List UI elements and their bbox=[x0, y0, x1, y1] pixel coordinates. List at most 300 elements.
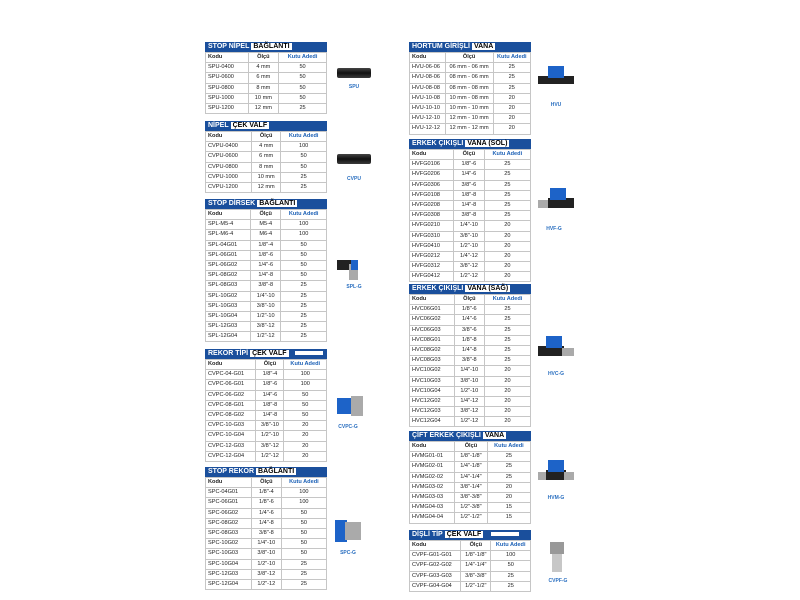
column-header: Ölçü bbox=[248, 53, 279, 63]
table-row bbox=[206, 569, 327, 579]
table-cell: CVPC-06-G02 bbox=[206, 390, 256, 400]
table-cell: 50 bbox=[279, 83, 327, 93]
table-cell: 50 bbox=[279, 73, 327, 83]
table-cell: SPL-06G02 bbox=[206, 260, 251, 270]
table-cell: SPL-04G01 bbox=[206, 240, 251, 250]
table-cell: 4 mm bbox=[248, 63, 279, 73]
table-cell: SPU-1000 bbox=[206, 93, 249, 103]
table-cell: 3/8"-6 bbox=[454, 325, 484, 335]
table-cell: HVFG0410 bbox=[410, 241, 454, 251]
table-row bbox=[206, 142, 327, 152]
section-cvpu bbox=[205, 121, 327, 193]
table-row bbox=[410, 221, 531, 231]
table-row bbox=[410, 83, 531, 93]
table-cell: 15 bbox=[487, 503, 530, 513]
table-cell: 3/8"-8 bbox=[251, 281, 281, 291]
table-cell: 3/8"-1/4" bbox=[454, 482, 487, 492]
table-cell: 20 bbox=[284, 441, 327, 451]
table-cell: 100 bbox=[491, 551, 531, 561]
table-cell: 20 bbox=[487, 492, 530, 502]
table-cell: 10 mm - 08 mm bbox=[445, 93, 493, 103]
table-cell: 3/8"-10 bbox=[454, 376, 484, 386]
column-header: Kodu bbox=[206, 360, 256, 370]
table-cell: 3/8"-10 bbox=[251, 549, 281, 559]
table-cell: 1/2"-1/2" bbox=[461, 581, 491, 591]
table-cell: 25 bbox=[281, 332, 327, 342]
table-cell: 1/2"-12 bbox=[454, 417, 484, 427]
table-cell: 3/8"-10 bbox=[454, 231, 485, 241]
table-cell: 100 bbox=[281, 220, 327, 230]
table-row bbox=[206, 240, 327, 250]
table-header-row bbox=[206, 53, 327, 63]
table-row bbox=[206, 400, 327, 410]
column-header: Kutu Adedi bbox=[484, 150, 530, 160]
table-cell: 1/4"-6 bbox=[251, 508, 281, 518]
table-cell: HVC10G02 bbox=[410, 366, 455, 376]
table-cell: SPC-10G02 bbox=[206, 539, 252, 549]
table-cell: HVC06G03 bbox=[410, 325, 455, 335]
table-cell: 25 bbox=[484, 190, 530, 200]
table-row bbox=[206, 152, 327, 162]
table-cell: HVFG0206 bbox=[410, 170, 454, 180]
table-cell: 20 bbox=[484, 231, 530, 241]
table-row bbox=[206, 220, 327, 230]
caption-hvcg: HVC-G bbox=[547, 371, 565, 377]
section-header: STOP NİPEL BAĞLANTI bbox=[205, 42, 327, 52]
table-cell: CVPU-0600 bbox=[206, 152, 252, 162]
table-row bbox=[410, 366, 531, 376]
column-header: Kutu Adedi bbox=[281, 478, 326, 488]
table-cell: 1/8"-8 bbox=[256, 400, 284, 410]
table-cell: 25 bbox=[491, 571, 531, 581]
section-header: REKOR TİPİ ÇEK VALF bbox=[205, 349, 327, 359]
table-cell: 15 bbox=[487, 513, 530, 523]
table-cell: HVU-10-10 bbox=[410, 103, 446, 113]
section-header: ERKEK ÇIKIŞLI VANA (SAĞ) bbox=[409, 284, 531, 294]
table-cell: 1/4"-1/4" bbox=[454, 472, 487, 482]
column-header: Ölçü bbox=[454, 295, 484, 305]
section-spu bbox=[205, 42, 327, 114]
table-cell: SPL-M6-4 bbox=[206, 230, 251, 240]
section-header: DİŞLİ TİP ÇEK VALF bbox=[409, 530, 531, 540]
table-cell: 25 bbox=[281, 281, 327, 291]
table-cell: 3/8"-3/8" bbox=[461, 571, 491, 581]
table-cell: SPC-04G01 bbox=[206, 488, 252, 498]
table-cell: 1/2"-12 bbox=[454, 272, 485, 282]
table-cell: CVPU-0800 bbox=[206, 162, 252, 172]
table-cell: 12 mm - 12 mm bbox=[445, 124, 493, 134]
table-cell: 1/2"-10 bbox=[251, 559, 281, 569]
table-cell: SPL-08G03 bbox=[206, 281, 251, 291]
table-cell: 50 bbox=[281, 162, 327, 172]
table-cell: 25 bbox=[485, 356, 531, 366]
table-cell: 4 mm bbox=[252, 142, 281, 152]
table-cell: 20 bbox=[284, 421, 327, 431]
table-cell: 25 bbox=[281, 172, 327, 182]
table-row bbox=[206, 162, 327, 172]
table-row bbox=[206, 73, 327, 83]
table-cell: 1/8"-4 bbox=[256, 370, 284, 380]
table-cell: 25 bbox=[281, 182, 327, 192]
table-cell: SPC-10G04 bbox=[206, 559, 252, 569]
table-cell: 1/4"-1/4" bbox=[461, 561, 491, 571]
table-row bbox=[206, 579, 327, 589]
table-cell: 3/8"-3/8" bbox=[454, 492, 487, 502]
table-cell: 50 bbox=[284, 400, 327, 410]
table-row bbox=[206, 311, 327, 321]
column-header: Kodu bbox=[410, 150, 454, 160]
table-cell: 06 mm - 06 mm bbox=[445, 63, 493, 73]
table-row bbox=[206, 380, 327, 390]
caption-hvfg: HVF-G bbox=[546, 226, 562, 232]
table-cell: 08 mm - 08 mm bbox=[445, 83, 493, 93]
table-cell: 3/8"-8 bbox=[454, 356, 484, 366]
table-row bbox=[410, 503, 531, 513]
table-cell: HVFG0210 bbox=[410, 221, 454, 231]
table-row bbox=[410, 452, 531, 462]
table-cell: HVMG04-04 bbox=[410, 513, 455, 523]
table-cell: CVPC-08-G02 bbox=[206, 410, 256, 420]
table-cell: SPL-12G03 bbox=[206, 322, 251, 332]
table-cell: 25 bbox=[281, 311, 327, 321]
table-cell: CVPU-0400 bbox=[206, 142, 252, 152]
product-table bbox=[409, 294, 531, 427]
table-cell: 100 bbox=[281, 498, 326, 508]
table-cell: 3/8"-12 bbox=[454, 262, 485, 272]
table-row bbox=[410, 376, 531, 386]
table-cell: 1/4"-1/8" bbox=[454, 462, 487, 472]
table-cell: 1/4"-8 bbox=[454, 345, 484, 355]
table-cell: 100 bbox=[284, 380, 327, 390]
table-cell: 1/8"-1/8" bbox=[461, 551, 491, 561]
table-row bbox=[410, 571, 531, 581]
table-cell: 50 bbox=[281, 250, 327, 260]
caption-spl: SPL-G bbox=[346, 284, 362, 290]
table-cell: 20 bbox=[484, 262, 530, 272]
table-cell: 1/4"-12 bbox=[454, 396, 484, 406]
caption-spu: SPU bbox=[348, 84, 360, 90]
table-cell: 25 bbox=[484, 200, 530, 210]
table-cell: 3/8"-12 bbox=[454, 407, 484, 417]
table-cell: 25 bbox=[487, 472, 530, 482]
caption-spc: SPC-G bbox=[340, 550, 356, 556]
table-cell: 25 bbox=[487, 462, 530, 472]
section-header: HORTUM GİRİŞLİ VANA bbox=[409, 42, 531, 52]
table-cell: 3/8"-12 bbox=[256, 441, 284, 451]
table-cell: 1/8"-8 bbox=[454, 190, 485, 200]
table-cell: HVC08G03 bbox=[410, 356, 455, 366]
table-cell: 25 bbox=[484, 180, 530, 190]
table-cell: 1/4"-8 bbox=[256, 410, 284, 420]
fitting-diagram-icon bbox=[491, 532, 519, 536]
product-table bbox=[205, 52, 327, 114]
table-cell: SPC-06G01 bbox=[206, 498, 252, 508]
table-cell: 3/8"-12 bbox=[251, 569, 281, 579]
product-table bbox=[205, 477, 327, 590]
table-cell: 1/2"-10 bbox=[454, 386, 484, 396]
table-cell: HVU-08-06 bbox=[410, 73, 446, 83]
product-table bbox=[205, 209, 327, 342]
table-cell: 20 bbox=[284, 451, 327, 461]
table-cell: SPL-06G01 bbox=[206, 250, 251, 260]
table-cell: SPC-10G03 bbox=[206, 549, 252, 559]
column-header: Kutu Adedi bbox=[491, 541, 531, 551]
table-cell: 25 bbox=[281, 559, 326, 569]
table-cell: 20 bbox=[485, 386, 531, 396]
table-cell: 50 bbox=[281, 152, 327, 162]
table-cell: HVMG01-01 bbox=[410, 452, 455, 462]
table-header-row bbox=[410, 295, 531, 305]
column-header: Ölçü bbox=[256, 360, 284, 370]
table-cell: 20 bbox=[485, 407, 531, 417]
table-cell: CVPC-12-G03 bbox=[206, 441, 256, 451]
table-cell: 1/4"-10 bbox=[251, 291, 281, 301]
column-header: Kodu bbox=[410, 541, 461, 551]
caption-cvpc: CVPC-G bbox=[338, 424, 358, 430]
table-row bbox=[410, 103, 531, 113]
table-cell: 1/2"-12 bbox=[251, 332, 281, 342]
column-header: Ölçü bbox=[252, 132, 281, 142]
table-cell: 25 bbox=[493, 73, 530, 83]
table-row bbox=[410, 251, 531, 261]
table-cell: 6 mm bbox=[248, 73, 279, 83]
cvpf-fitting-photo bbox=[548, 542, 568, 579]
table-row bbox=[410, 241, 531, 251]
product-table bbox=[205, 359, 327, 462]
table-row bbox=[410, 581, 531, 591]
table-row bbox=[410, 93, 531, 103]
caption-cvpf: CVPF-G bbox=[548, 578, 568, 584]
table-cell: CVPF-G04-G04 bbox=[410, 581, 461, 591]
hvcg-valve-photo bbox=[538, 334, 574, 369]
table-cell: 12 mm bbox=[252, 182, 281, 192]
table-header-row bbox=[206, 478, 327, 488]
table-cell: M6-4 bbox=[251, 230, 281, 240]
table-cell: HVU-06-06 bbox=[410, 63, 446, 73]
table-cell: 1/4"-8 bbox=[251, 271, 281, 281]
table-cell: 3/8"-8 bbox=[251, 528, 281, 538]
table-cell: 12 mm bbox=[248, 103, 279, 113]
table-cell: 50 bbox=[281, 240, 327, 250]
table-row bbox=[206, 63, 327, 73]
table-cell: SPU-1200 bbox=[206, 103, 249, 113]
section-hvcg bbox=[409, 284, 531, 427]
table-cell: SPC-08G03 bbox=[206, 528, 252, 538]
section-header: NİPEL ÇEK VALF bbox=[205, 121, 327, 131]
table-row bbox=[410, 315, 531, 325]
table-cell: 10 mm - 10 mm bbox=[445, 103, 493, 113]
section-header: ÇİFT ERKEK ÇIKIŞLI VANA bbox=[409, 431, 531, 441]
table-cell: HVFG0312 bbox=[410, 262, 454, 272]
table-cell: 1/4"-6 bbox=[251, 260, 281, 270]
product-table bbox=[205, 131, 327, 193]
table-cell: HVC10G03 bbox=[410, 376, 455, 386]
table-cell: CVPC-10-G03 bbox=[206, 421, 256, 431]
table-cell: CVPF-G03-G03 bbox=[410, 571, 461, 581]
table-row bbox=[410, 513, 531, 523]
table-cell: HVC12G03 bbox=[410, 407, 455, 417]
table-cell: 100 bbox=[281, 488, 326, 498]
table-cell: HVFG0106 bbox=[410, 160, 454, 170]
table-cell: 1/2"-12 bbox=[256, 451, 284, 461]
table-header-row bbox=[206, 210, 327, 220]
table-cell: HVC12G02 bbox=[410, 396, 455, 406]
table-cell: HVMG03-02 bbox=[410, 482, 455, 492]
table-cell: SPC-06G02 bbox=[206, 508, 252, 518]
table-row bbox=[410, 325, 531, 335]
table-cell: 50 bbox=[491, 561, 531, 571]
table-row bbox=[410, 345, 531, 355]
table-cell: 50 bbox=[281, 508, 326, 518]
table-row bbox=[410, 561, 531, 571]
table-cell: HVFG0310 bbox=[410, 231, 454, 241]
table-cell: HVFG0212 bbox=[410, 251, 454, 261]
table-cell: 50 bbox=[279, 93, 327, 103]
table-cell: 100 bbox=[281, 142, 327, 152]
table-cell: 1/2"-10 bbox=[251, 311, 281, 321]
table-cell: 20 bbox=[484, 241, 530, 251]
table-cell: HVU-12-12 bbox=[410, 124, 446, 134]
table-cell: 25 bbox=[485, 335, 531, 345]
cvpu-fitting-photo bbox=[337, 154, 371, 164]
table-cell: HVC06G02 bbox=[410, 315, 455, 325]
table-cell: 1/2"-3/8" bbox=[454, 503, 487, 513]
table-cell: SPL-M5-4 bbox=[206, 220, 251, 230]
table-cell: 3/8"-10 bbox=[256, 421, 284, 431]
table-cell: HVFG0208 bbox=[410, 200, 454, 210]
table-cell: CVPU-1000 bbox=[206, 172, 252, 182]
column-header: Kutu Adedi bbox=[493, 53, 530, 63]
section-header: STOP DİRSEK BAĞLANTI bbox=[205, 199, 327, 209]
table-cell: 08 mm - 06 mm bbox=[445, 73, 493, 83]
table-cell: CVPC-06-G01 bbox=[206, 380, 256, 390]
table-cell: 25 bbox=[281, 322, 327, 332]
table-cell: 50 bbox=[281, 549, 326, 559]
table-cell: 10 mm bbox=[252, 172, 281, 182]
table-cell: 50 bbox=[281, 518, 326, 528]
fitting-diagram-icon bbox=[295, 351, 323, 355]
table-cell: 1/4"-6 bbox=[256, 390, 284, 400]
table-cell: 25 bbox=[281, 569, 326, 579]
table-cell: HVFG0306 bbox=[410, 180, 454, 190]
section-header: STOP REKOR BAĞLANTI bbox=[205, 467, 327, 477]
table-row bbox=[206, 291, 327, 301]
table-cell: 25 bbox=[493, 63, 530, 73]
table-cell: 25 bbox=[279, 103, 327, 113]
table-row bbox=[410, 386, 531, 396]
table-cell: SPU-0400 bbox=[206, 63, 249, 73]
column-header: Kutu Adedi bbox=[284, 360, 327, 370]
table-cell: 1/8"-6 bbox=[454, 305, 484, 315]
column-header: Ölçü bbox=[251, 478, 281, 488]
hvmg-valve-photo bbox=[538, 458, 574, 493]
table-cell: 25 bbox=[485, 345, 531, 355]
table-cell: HVC08G02 bbox=[410, 345, 455, 355]
table-row bbox=[410, 200, 531, 210]
table-cell: 1/8"-6 bbox=[251, 498, 281, 508]
column-header: Kodu bbox=[410, 295, 455, 305]
table-cell: 6 mm bbox=[252, 152, 281, 162]
table-cell: SPC-12G03 bbox=[206, 569, 252, 579]
table-cell: 50 bbox=[284, 390, 327, 400]
table-row bbox=[410, 396, 531, 406]
table-cell: 20 bbox=[484, 272, 530, 282]
hvfg-valve-photo bbox=[538, 186, 574, 221]
table-cell: SPL-08G02 bbox=[206, 271, 251, 281]
table-row bbox=[206, 518, 327, 528]
column-header: Kutu Adedi bbox=[485, 295, 531, 305]
table-cell: 20 bbox=[485, 396, 531, 406]
product-table bbox=[409, 149, 531, 282]
table-header-row bbox=[410, 442, 531, 452]
table-row bbox=[206, 322, 327, 332]
table-cell: 1/2"-1/2" bbox=[454, 513, 487, 523]
table-row bbox=[206, 182, 327, 192]
table-row bbox=[410, 472, 531, 482]
table-cell: CVPC-10-G04 bbox=[206, 431, 256, 441]
table-cell: HVMG02-01 bbox=[410, 462, 455, 472]
table-cell: 25 bbox=[493, 83, 530, 93]
table-row bbox=[206, 281, 327, 291]
table-row bbox=[410, 231, 531, 241]
table-header-row bbox=[206, 360, 327, 370]
column-header: Kodu bbox=[206, 132, 252, 142]
table-cell: 1/4"-6 bbox=[454, 170, 485, 180]
caption-hvu: HVU bbox=[550, 102, 562, 108]
table-cell: 20 bbox=[493, 93, 530, 103]
table-cell: HVFG0412 bbox=[410, 272, 454, 282]
table-cell: 100 bbox=[284, 370, 327, 380]
table-cell: 25 bbox=[281, 291, 327, 301]
section-hvfg bbox=[409, 139, 531, 282]
table-cell: 1/8"-6 bbox=[256, 380, 284, 390]
table-row bbox=[410, 305, 531, 315]
spu-fitting-photo bbox=[337, 68, 371, 78]
table-cell: 20 bbox=[493, 103, 530, 113]
table-cell: 25 bbox=[485, 305, 531, 315]
table-row bbox=[410, 160, 531, 170]
table-row bbox=[206, 441, 327, 451]
table-cell: 1/4"-10 bbox=[251, 539, 281, 549]
table-row bbox=[410, 492, 531, 502]
table-cell: 25 bbox=[484, 170, 530, 180]
table-cell: 1/4"-12 bbox=[454, 251, 485, 261]
table-cell: 1/2"-10 bbox=[454, 241, 485, 251]
table-cell: SPU-0600 bbox=[206, 73, 249, 83]
table-row bbox=[206, 528, 327, 538]
table-cell: 3/8"-8 bbox=[454, 211, 485, 221]
table-cell: 20 bbox=[487, 482, 530, 492]
table-row bbox=[410, 356, 531, 366]
table-cell: CVPF-G01-G01 bbox=[410, 551, 461, 561]
table-cell: 1/8"-6 bbox=[251, 250, 281, 260]
table-row bbox=[206, 390, 327, 400]
table-row bbox=[410, 124, 531, 134]
table-row bbox=[410, 211, 531, 221]
table-row bbox=[410, 63, 531, 73]
table-cell: 3/8"-10 bbox=[251, 301, 281, 311]
table-cell: SPL-10G03 bbox=[206, 301, 251, 311]
table-cell: CVPF-G02-G02 bbox=[410, 561, 461, 571]
column-header: Ölçü bbox=[454, 442, 487, 452]
table-row bbox=[206, 370, 327, 380]
table-cell: 1/8"-6 bbox=[454, 160, 485, 170]
table-header-row bbox=[410, 541, 531, 551]
section-cvpf bbox=[409, 530, 531, 592]
table-row bbox=[206, 410, 327, 420]
table-cell: SPL-10G04 bbox=[206, 311, 251, 321]
table-cell: 1/2"-10 bbox=[256, 431, 284, 441]
